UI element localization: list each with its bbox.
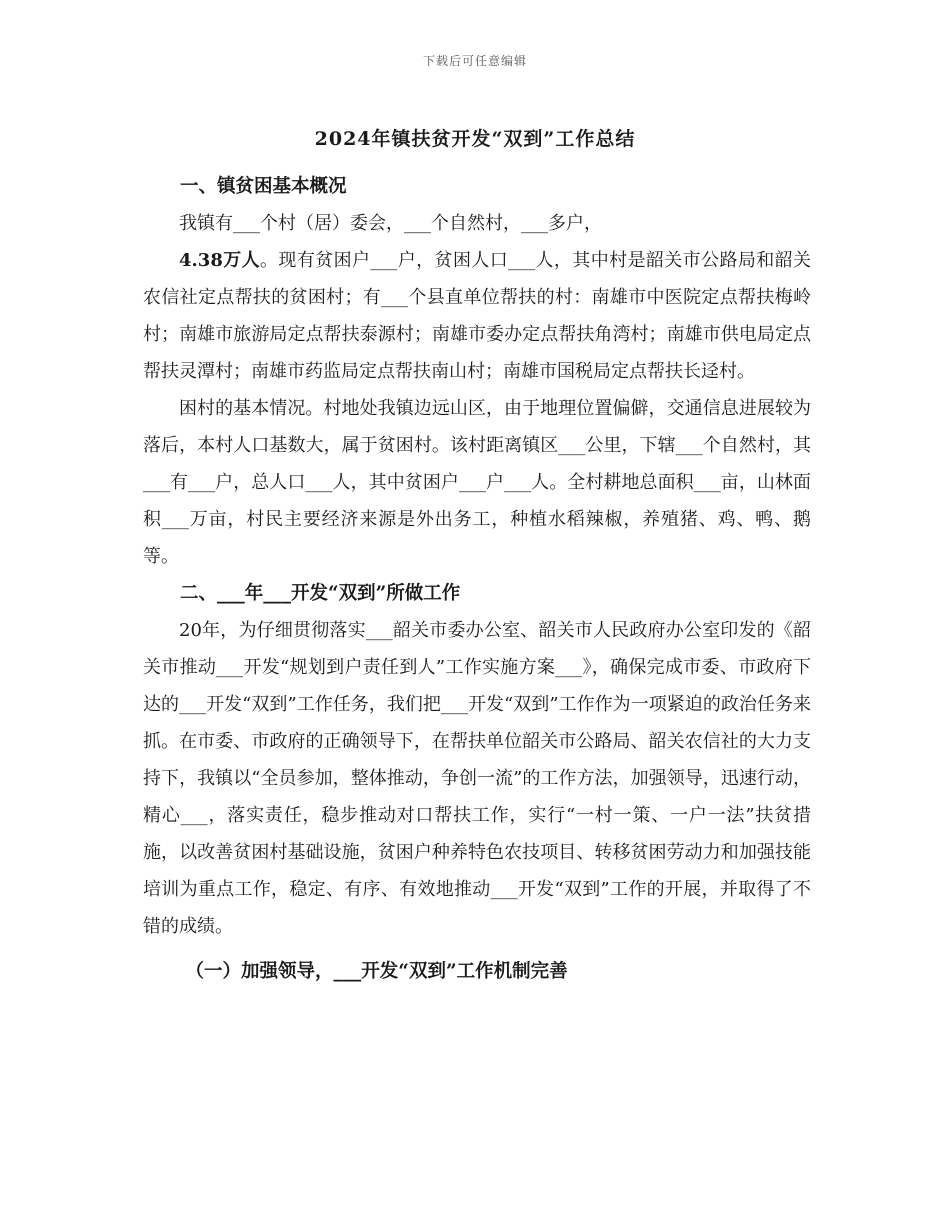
section2-paragraph1: 20年，为仔细贯彻落实___韶关市委办公室、韶关市人民政府办公室印发的《韶关市推动___开发“规划到户责任到人”工作实施方案___》，确保完成市委、市政府下达的___开发“双到”工作任务，我们把___开发“双到”工作作为一项紧迫的政治任务来抓。在市委、市政府的正确领导下，在帮扶单位韶关市公路局、韶关农信社的大力支持下，我镇以“全员参加，整体推动，争创一流”的工作方法，加强领导，迅速行动，精心___，落实责任，稳步推动对口帮扶工作，实行“一村一策、一户一法”扶贫措施，以改善贫困村基础设施，贫困户种养特色农技项目、转移贫困劳动力和加强技能培训为重点工作，稳定、有序、有效地推动___开发“双到”工作的开展，并取得了不错的成绩。 <box>143 620 811 937</box>
document-title: 2024年镇扶贫开发“双到”工作总结 <box>314 128 636 150</box>
section1-paragraph3: 困村的基本情况。村地处我镇边远山区，由于地理位置偏僻，交通信息进展较为落后，本村人口基数大，属于贫困村。该村距离镇区___公里，下辖___个自然村，其___有___户，总人口___人，其中贫困户___户___人。全村耕地总面积___亩，山林面积___万亩，村民主要经济来源是外出务工，种植水稻辣椒，养殖猪、鸡、鸭、鹅等。 <box>143 398 811 567</box>
population-figure: 4.38万人 <box>179 250 261 271</box>
section1-heading: 一、镇贫困基本概况 <box>180 176 347 197</box>
document-body <box>143 168 811 990</box>
header-note: 下载后可任意编辑 <box>422 54 527 68</box>
section2-heading: 二、___年___开发“双到”所做工作 <box>180 583 461 604</box>
section1-paragraph2 <box>143 242 811 390</box>
section1-line1: 我镇有___个村（居）委会，___个自然村，___多户， <box>179 213 602 234</box>
section1-paragraph2-text: 。现有贫困户___户，贫困人口___人，其中村是韶关市公路局和韶关农信社定点帮扶的贫困村；有___个县直单位帮扶的村：南雄市中医院定点帮扶梅岭村；南雄市旅游局定点帮扶泰源村；南雄市委办定点帮扶角湾村；南雄市供电局定点帮扶灵潭村；南雄市药监局定点帮扶南山村；南雄市国税局定点帮扶长迳村。 <box>143 250 812 382</box>
subsection1-heading: （一）加强领导，___开发“双到”工作机制完善 <box>185 961 568 982</box>
